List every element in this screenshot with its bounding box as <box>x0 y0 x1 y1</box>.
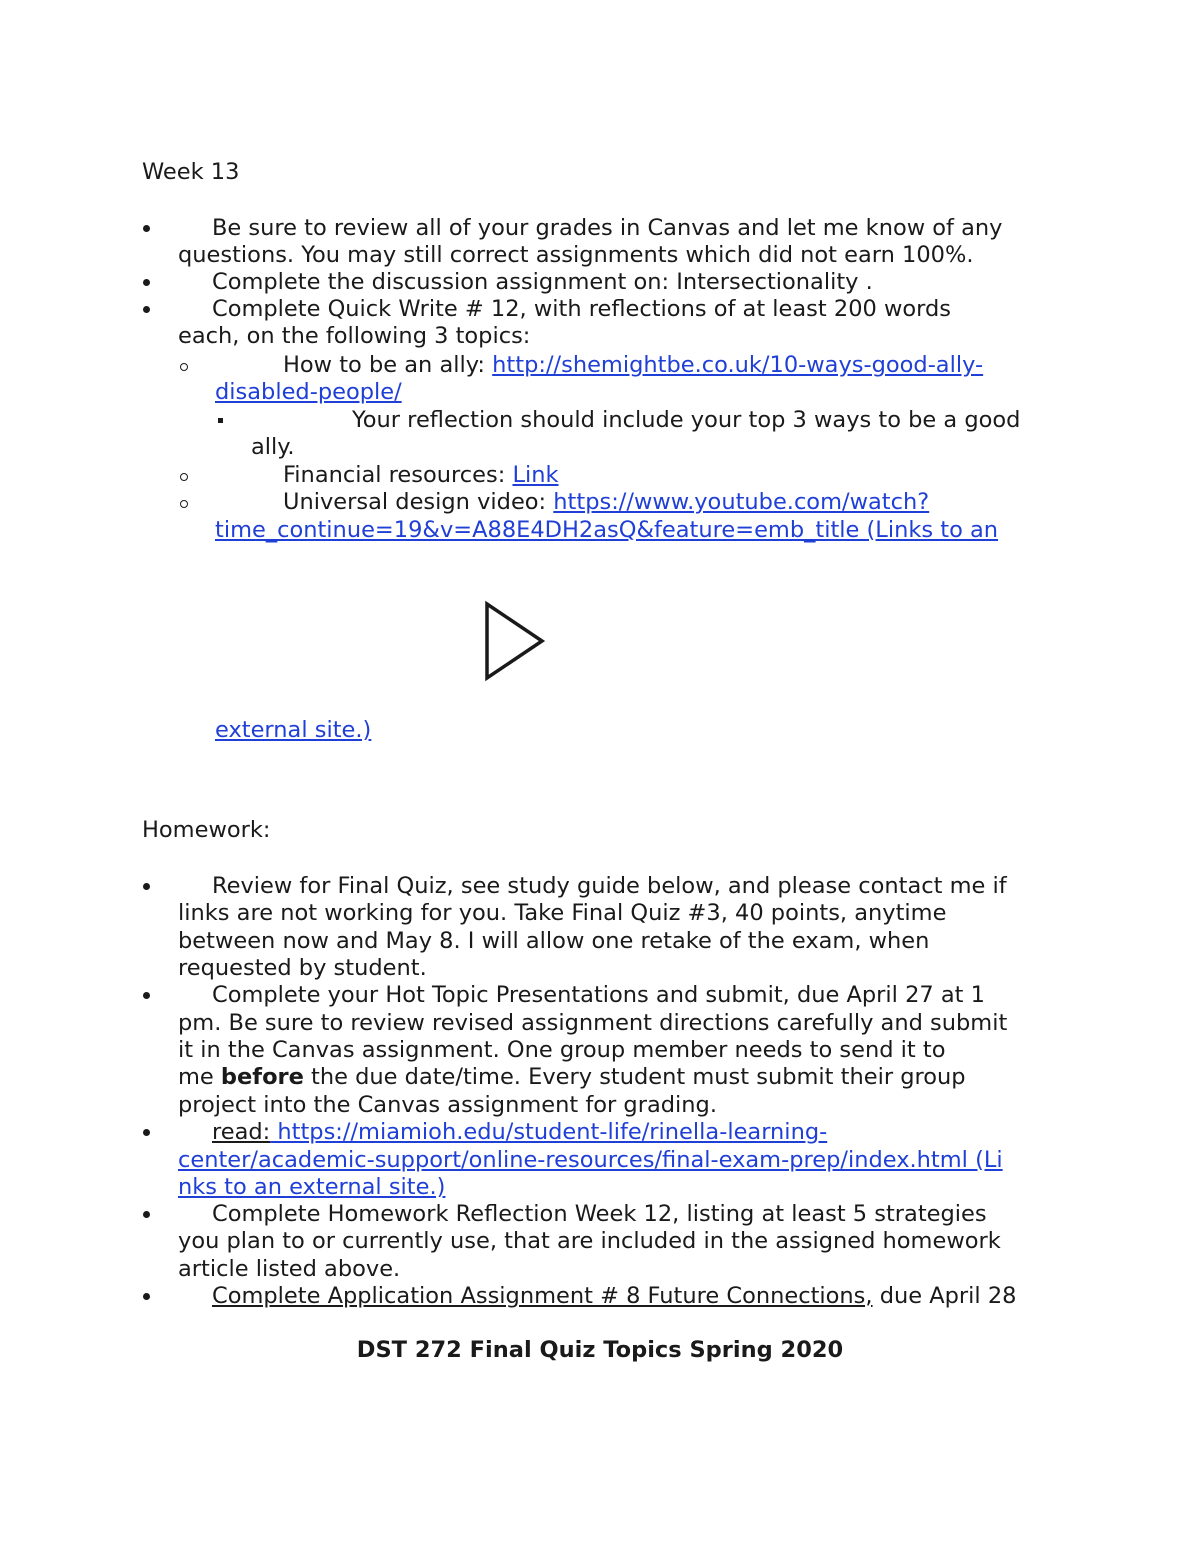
homework-item-3-line-1 <box>212 1118 827 1146</box>
bullet-icon <box>143 1129 150 1136</box>
homework-item-4-line-1: Complete Homework Reflection Week 12, listing at least 5 strategies <box>212 1201 987 1227</box>
bullet-icon <box>143 1211 150 1218</box>
video-link-line-2[interactable]: time_continue=19&v=A88E4DH2asQ&feature=emb_title (Links to an <box>215 517 999 543</box>
homework-item-3-line-3 <box>178 1173 445 1201</box>
week-item-1-line-1: Be sure to review all of your grades in Canvas and let me know of any <box>212 215 1003 241</box>
homework-item-2-line-3: it in the Canvas assignment. One group member needs to send it to <box>178 1037 946 1063</box>
ally-label: How to be an ally: <box>283 352 493 378</box>
read-label: read: <box>212 1119 271 1145</box>
week-heading: Week 13 <box>142 159 240 185</box>
line-text: me <box>178 1064 221 1090</box>
bullet-icon <box>143 225 150 232</box>
video-item <box>283 488 929 516</box>
exam-prep-link-line-3[interactable]: nks to an external site.) <box>178 1174 446 1200</box>
ally-link-line-2[interactable]: disabled-people/ <box>215 379 402 405</box>
ally-note-line-2: ally. <box>251 434 295 460</box>
week-item-3-line-1: Complete Quick Write # 12, with reflections of at least 200 words <box>212 296 952 322</box>
homework-item-2-line-4 <box>178 1063 966 1091</box>
emphasis-text: before <box>220 1064 304 1090</box>
video-label: Universal design video: <box>283 489 554 515</box>
video-link[interactable]: https://www.youtube.com/watch? <box>553 489 930 515</box>
homework-item-2-line-1: Complete your Hot Topic Presentations and submit, due April 27 at 1 <box>212 982 985 1008</box>
homework-item-4-line-2: you plan to or currently use, that are included in the assigned homework <box>178 1228 1001 1254</box>
homework-item-3-line-2 <box>178 1146 1003 1174</box>
homework-item-1-line-3: between now and May 8. I will allow one retake of the exam, when <box>178 928 930 954</box>
homework-item-2-line-2: pm. Be sure to review revised assignment directions carefully and submit <box>178 1010 1008 1036</box>
circle-bullet-icon <box>180 500 188 508</box>
week-item-1-line-2: questions. You may still correct assignments which did not earn 100%. <box>178 242 974 268</box>
homework-item-4-line-3: article listed above. <box>178 1256 401 1282</box>
week-item-2: Complete the discussion assignment on: Intersectionality . <box>212 269 873 295</box>
bullet-icon <box>143 279 150 286</box>
square-bullet-icon <box>218 418 223 423</box>
bullet-icon <box>143 306 150 313</box>
exam-prep-link[interactable]: https://miamioh.edu/student-life/rinella-learning- <box>270 1119 828 1145</box>
bullet-icon <box>143 883 150 890</box>
due-text: due April 28 <box>872 1283 1017 1309</box>
homework-item-5 <box>212 1282 1016 1310</box>
circle-bullet-icon <box>180 363 188 371</box>
homework-item-1-line-2: links are not working for you. Take Final Quiz #3, 40 points, anytime <box>178 900 947 926</box>
video-link-line-3[interactable]: external site.) <box>215 717 372 743</box>
ally-link-continued <box>215 378 402 406</box>
homework-heading: Homework: <box>142 817 271 843</box>
ally-note-line-1: Your reflection should include your top 3 ways to be a good <box>352 407 1021 433</box>
homework-item-1-line-4: requested by student. <box>178 955 427 981</box>
video-link-continued <box>215 516 998 544</box>
homework-item-2-line-5: project into the Canvas assignment for grading. <box>178 1092 717 1118</box>
ally-link[interactable]: http://shemightbe.co.uk/10-ways-good-ally- <box>492 352 984 378</box>
video-link-end <box>215 716 371 744</box>
circle-bullet-icon <box>180 473 188 481</box>
financial-item <box>283 461 559 489</box>
ally-item <box>283 351 983 379</box>
bullet-icon <box>143 1293 150 1300</box>
quiz-topics-title: DST 272 Final Quiz Topics Spring 2020 <box>356 1337 844 1363</box>
exam-prep-link-line-2[interactable]: center/academic-support/online-resources/final-exam-prep/index.html (Li <box>178 1147 1003 1173</box>
bullet-icon <box>143 992 150 999</box>
homework-item-1-line-1: Review for Final Quiz, see study guide below, and please contact me if <box>212 873 1007 899</box>
application-assignment-link[interactable]: Complete Application Assignment # 8 Future Connections, <box>212 1283 873 1309</box>
line-text: the due date/time. Every student must submit their group <box>303 1064 966 1090</box>
week-item-3-line-2: each, on the following 3 topics: <box>178 323 531 349</box>
play-icon[interactable] <box>482 600 548 684</box>
financial-link[interactable]: Link <box>512 462 559 488</box>
financial-label: Financial resources: <box>283 462 513 488</box>
